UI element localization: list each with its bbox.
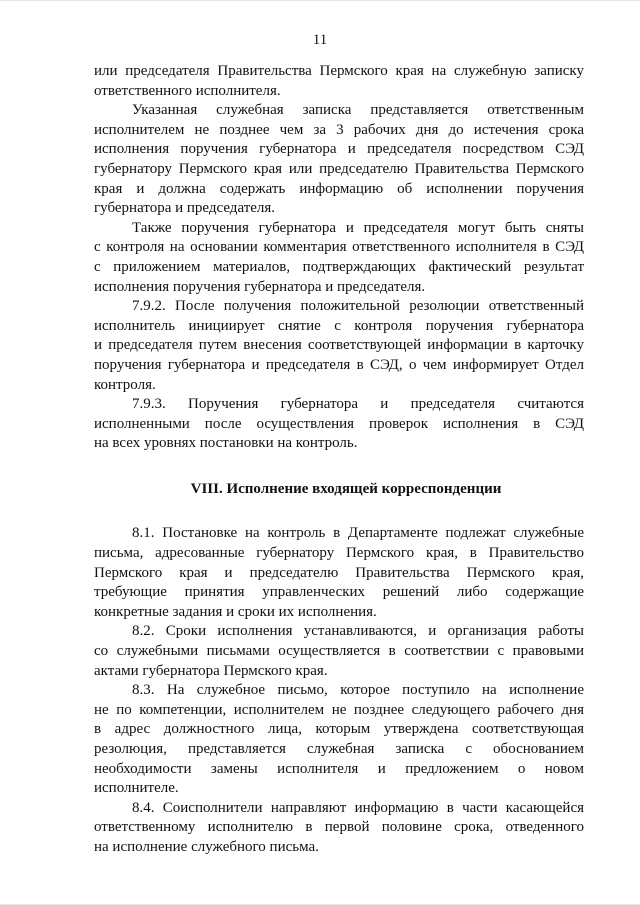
document-body [94, 62, 584, 858]
text-line: исполненными после осуществления проверок исполнения в СЭД [94, 415, 584, 432]
text-line: или председателя Правительства Пермского края на служебную записку [94, 63, 584, 79]
text-line: с приложением материалов, подтверждающих фактический результат [94, 258, 584, 275]
text-line: 7.9.2. После получения положительной резолюции ответственный [132, 298, 584, 315]
text-line: исполнения поручения губернатора и председателя. [94, 278, 426, 295]
text-line: ответственного исполнителя. [94, 82, 281, 99]
text-line: 8.3. На служебное письмо, которое поступило на исполнение [132, 682, 584, 699]
text-line: губернатору Пермского края или председателю Правительства Пермского [94, 160, 584, 177]
text-line: 8.4. Соисполнители направляют информацию в части касающейся [132, 799, 584, 816]
text-line: исполнитель инициирует снятие с контроля поручения губернатора [94, 317, 584, 334]
text-line: необходимости замены исполнителя и предложением о новом [94, 760, 584, 777]
text-line: и председателя путем внесения соответствующей информации в карточку [94, 337, 584, 354]
section-heading: VIII. Исполнение входящей корреспонденции [190, 480, 502, 497]
text-line: письма, адресованные губернатору Пермского края, в Правительство [94, 545, 584, 562]
paragraph [94, 62, 584, 101]
text-line: конкретные задания и сроки их исполнения. [94, 603, 377, 620]
text-line: со служебными письмами осуществляется в соответствии с правовыми [94, 643, 584, 660]
paragraph [94, 219, 584, 297]
paragraph [94, 799, 584, 858]
text-line: исполнения поручения губернатора и председателя посредством СЭД [94, 141, 584, 158]
text-line: с контроля на основании комментария ответственного исполнителя в СЭД [94, 239, 584, 256]
text-line: ответственному исполнителю в первой половине срока, отведенного [94, 819, 584, 836]
text-line: 7.9.3. Поручения губернатора и председателя считаются [132, 396, 584, 413]
text-line: поручения губернатора и председателя в СЭД, о чем информирует Отдел [94, 356, 584, 373]
text-line: на всех уровнях постановки на контроль. [94, 435, 358, 452]
paragraph [94, 297, 584, 395]
text-line: края и должна содержать информацию об исполнении поручения [94, 180, 584, 197]
text-line: контроля. [94, 376, 156, 393]
text-line: губернатора и председателя. [94, 200, 276, 217]
paragraph [94, 101, 584, 219]
text-line: исполнителе. [94, 780, 179, 797]
paragraph [94, 395, 584, 454]
text-line: требующие принятия управленческих решений либо содержащие [94, 584, 584, 601]
text-line: исполнителем не позднее чем за 3 рабочих дня до истечения срока [94, 121, 584, 138]
text-line: в адрес должностного лица, которым утверждена соответствующая [94, 721, 584, 738]
text-line: Также поручения губернатора и председателя могут быть сняты [132, 219, 584, 236]
text-line: 8.1. Постановке на контроль в Департаменте подлежат служебные [132, 525, 584, 542]
text-line: на исполнение служебного письма. [94, 838, 319, 855]
paragraphs-top [94, 62, 584, 454]
text-line: актами губернатора Пермского края. [94, 662, 328, 679]
paragraph [94, 622, 584, 681]
page-number: 11 [312, 32, 328, 48]
text-line: 8.2. Сроки исполнения устанавливаются, и организация работы [132, 623, 584, 640]
text-line: резолюция, представляется служебная записка с обоснованием [94, 741, 584, 757]
text-line: Указанная служебная записка представляется ответственным [132, 102, 584, 119]
paragraphs-bottom [94, 524, 584, 857]
text-line: Пермского края и председателю Правительства Пермского края, [94, 564, 584, 581]
paragraph [94, 681, 584, 799]
text-line: не по компетенции, исполнителем не позднее следующего рабочего дня [94, 701, 584, 718]
paragraph [94, 524, 584, 622]
